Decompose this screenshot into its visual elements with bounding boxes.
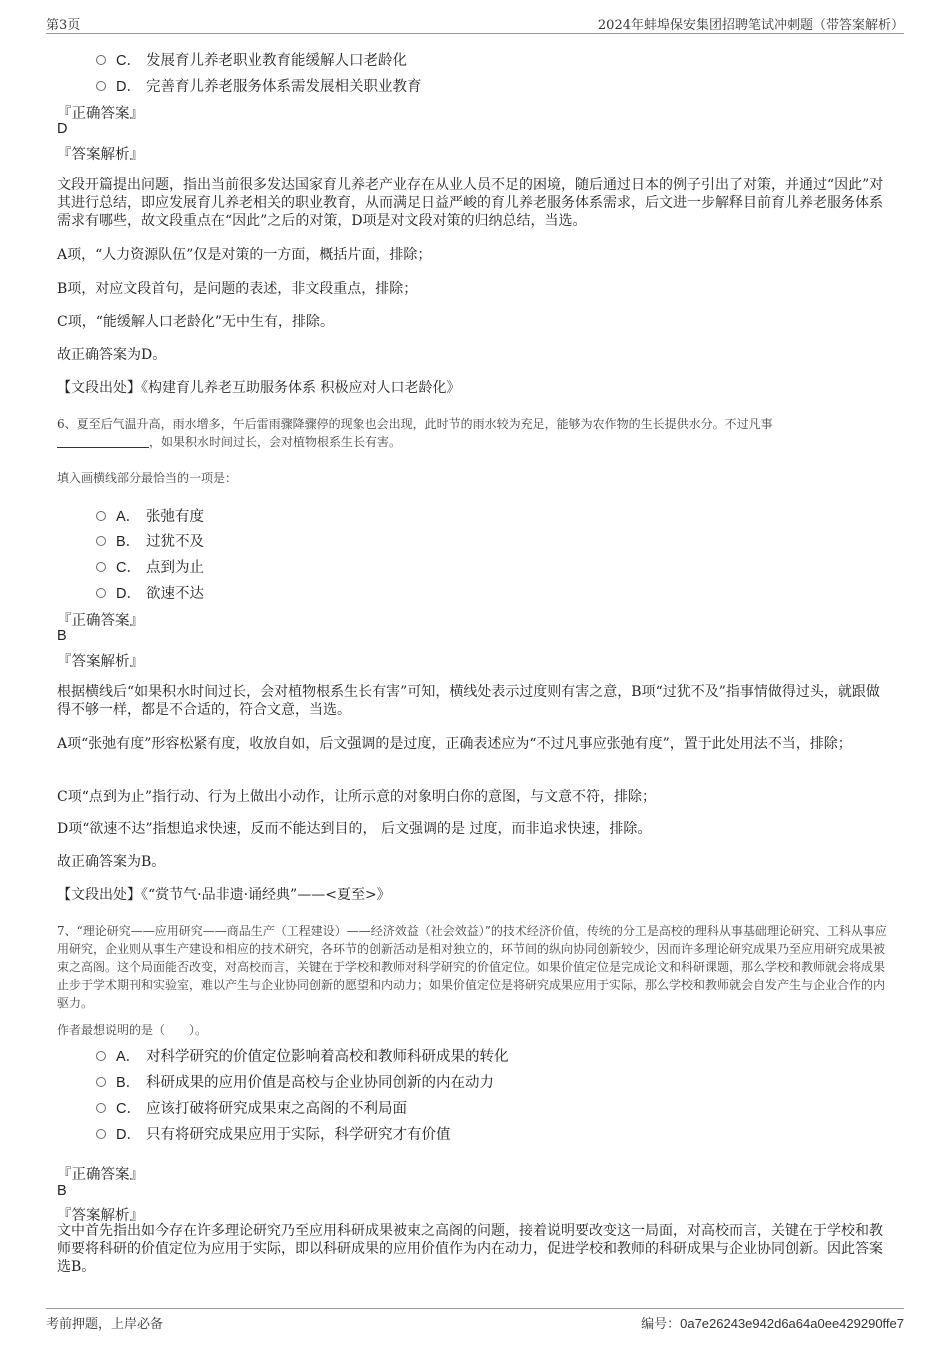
radio-button-icon[interactable] [96,1051,106,1061]
radio-button-icon[interactable] [96,1129,106,1139]
header-divider [46,33,904,34]
q6-analysis-label: 『答案解析』 [57,654,144,670]
radio-button-icon[interactable] [96,511,106,521]
radio-button-icon[interactable] [96,81,106,91]
document-title: 2024年蚌埠保安集团招聘笔试冲刺题（带答案解析） [597,18,904,33]
q5-option-d[interactable]: D． 完善育儿养老服务体系需发展相关职业教育 [96,75,422,96]
q6-option-c[interactable]: C． 点到为止 [96,556,204,577]
q5-answer: D [57,121,68,137]
q5-analysis-label: 『答案解析』 [57,147,144,163]
q6-option-d[interactable]: D． 欲速不达 [96,582,204,603]
q7-analysis-label: 『答案解析』 [57,1208,144,1224]
q6-analysis-para: D项“欲速不达”指想追求快速，反而不能达到目的， 后文强调的是 过度，而非追求快速，排除。 [57,821,652,837]
q5-analysis-para: 故正确答案为D。 [57,347,167,363]
q6-analysis-para: 故正确答案为B。 [57,854,166,870]
q7-answer: B [57,1183,67,1199]
q5-analysis-para: A项，“人力资源队伍”仅是对策的一方面，概括片面，排除； [57,247,432,263]
footer-slogan: 考前押题，上岸必备 [46,1317,164,1332]
radio-button-icon[interactable] [96,562,106,572]
q6-analysis-para: C项“点到为止”指行动、行为上做出小动作，让所示意的对象明白你的意图，与文意不符，排除； [57,789,657,805]
q6-stem: 6、夏至后气温升高，雨水增多，午后雷雨骤降骤停的现象也会出现，此时节的雨水较为充足，能够为农作物的生长提供水分。不过凡事 ，如果积水时间过长，会对植物根系生长有害。 [57,417,773,449]
q6-prompt: 填入画横线部分最恰当的一项是： [57,471,238,485]
radio-button-icon[interactable] [96,1103,106,1113]
q7-option-d[interactable]: D． 只有将研究成果应用于实际，科学研究才有价值 [96,1123,451,1144]
q7-option-a[interactable]: A． 对科学研究的价值定位影响着高校和教师科研成果的转化 [96,1045,509,1066]
q5-analysis-para: 文段开篇提出问题，指出当前很多发达国家育儿养老产业存在从业人员不足的困境，随后通过日本的例子引出了对策，并通过“因此”对其进行总结，即应发展育儿养老相关的职业教育，从而满足日益严峻的育儿养老服务体系需求，后文进一步解释目前育儿养老服务体系需求有哪些，故文段重点在“因此”之后的对策，D项是对文段对策的归纳总结，当选。 [57,177,884,229]
q5-option-c[interactable]: C． 发展育儿养老职业教育能缓解人口老龄化 [96,49,407,70]
fill-blank [57,435,149,448]
q6-answer: B [57,628,67,644]
q6-analysis-para: A项“张弛有度”形容松紧有度，收放自如，后文强调的是过度，正确表述应为“不过凡事应张弛有度”，置于此处用法不当，排除； [57,736,852,752]
document-id: 编号：0a7e26243e942d6a64a0ee429290ffe7 [641,1316,904,1331]
radio-button-icon[interactable] [96,1077,106,1087]
q5-source: 【文段出处】《构建育儿养老互助服务体系 积极应对人口老龄化》 [57,380,461,396]
q5-answer-label: 『正确答案』 [57,106,144,122]
footer-divider [46,1308,904,1309]
q7-option-b[interactable]: B． 科研成果的应用价值是高校与企业协同创新的内在动力 [96,1071,494,1092]
q7-analysis: 文中首先指出如今存在许多理论研究乃至应用科研成果被束之高阁的问题，接着说明要改变这一局面，对高校而言，关键在于学校和教师要将科研的价值定位为应用于实际，即以科研成果的应用价值作为内在动力，促进学校和教师的科研成果与企业协同创新。因此答案选B。 [57,1223,883,1275]
q7-prompt: 作者最想说明的是（ ）。 [57,1023,208,1037]
q5-analysis-para: B项，对应文段首句，是问题的表述，非文段重点，排除； [57,281,418,297]
q6-answer-label: 『正确答案』 [57,613,144,629]
radio-button-icon[interactable] [96,588,106,598]
q7-stem: 7、“理论研究——应用研究——商品生产（工程建设）——经济效益（社会效益）”的技术经济价值，传统的分工是高校的理科从事基础理论研究、工科从事应用研究，企业则从事生产建设和相应的技术研究，各环节的创新活动是相对独立的，环节间的纵向协同创新较少，因而许多理论研究成果乃至应用研究成果被束之高阁。这个局面能否改变，对高校而言，关键在于学校和教师对科学研究的价值定位。如果价值定位是完成论文和科研课题，那么学校和教师就会将成果止步于学术期刊和实验室，难以产生与企业协同创新的愿望和内动力；如果价值定位是将研究成果应用于实际，那么学校和教师就会自发产生与企业合作的内驱力。 [57,924,887,1010]
radio-button-icon[interactable] [96,55,106,65]
page-number: 第3页 [46,18,81,33]
q5-analysis-para: C项，“能缓解人口老龄化”无中生有，排除。 [57,314,335,330]
q6-analysis-para: 根据横线后“如果积水时间过长，会对植物根系生长有害”可知，横线处表示过度则有害之意，B项“过犹不及”指事情做得过头，就跟做得不够一样，都是不合适的，符合文意，当选。 [57,684,880,718]
q6-option-b[interactable]: B． 过犹不及 [96,530,204,551]
q6-source: 【文段出处】《“赏节气·品非遗·诵经典”——<夏至>》 [57,887,391,903]
radio-button-icon[interactable] [96,536,106,546]
q7-option-c[interactable]: C． 应该打破将研究成果束之高阁的不利局面 [96,1097,407,1118]
q6-option-a[interactable]: A． 张弛有度 [96,505,204,526]
q7-answer-label: 『正确答案』 [57,1167,144,1183]
